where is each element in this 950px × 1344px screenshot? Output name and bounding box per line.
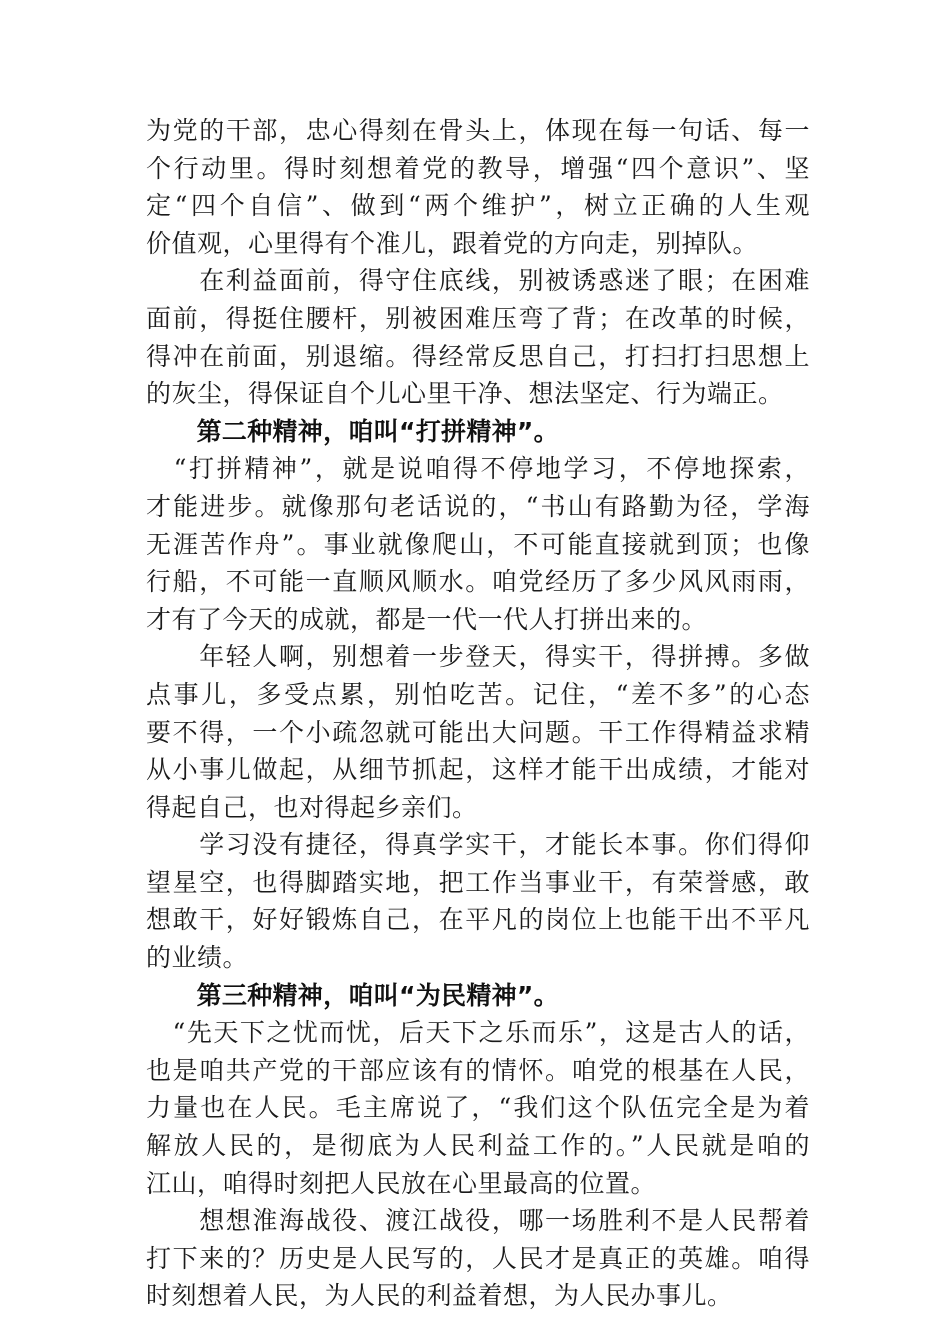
document-body [146,112,810,1315]
text-line: 时刻想着人民，为人民的利益着想，为人民办事儿。 [146,1281,733,1311]
text-line: 也是咱共产党的干部应该有的情怀。咱党的根基在人民， [146,1055,810,1085]
text-line: 要不得，一个小疏忽就可能出大问题。干工作得精益求精 [146,717,810,747]
text-line: 得冲在前面，别退缩。得经常反思自己，打扫打扫思想上 [146,341,810,371]
text-line: 个行动里。得时刻想着党的教导，增强“四个意识”、坚 [146,153,810,183]
text-line: 才能进步。就像那句老话说的，“书山有路勤为径，学海 [146,491,810,521]
text-line: 想敢干，好好锻炼自己，在平凡的岗位上也能干出不平凡 [146,905,810,935]
text-line: 的灰尘，得保证自个儿心里干净、想法坚定、行为端正。 [146,379,784,409]
text-line: 从小事儿做起，从细节抓起，这样才能干出成绩，才能对 [146,755,810,785]
text-line: 想想淮海战役、渡江战役，哪一场胜利不是人民帮着 [146,1206,810,1236]
text-line: 江山，咱得时刻把人民放在心里最高的位置。 [146,1168,657,1198]
text-line: 行船，不可能一直顺风顺水。咱党经历了多少风风雨雨， [146,567,810,597]
text-line: 学习没有捷径，得真学实干，才能长本事。你们得仰 [146,830,810,860]
text-line: 定“四个自信”、做到“两个维护”，树立正确的人生观 [146,191,810,221]
text-line: 在利益面前，得守住底线，别被诱惑迷了眼；在困难 [146,266,810,296]
section-heading: 第二种精神，咱叫“打拼精神”。 [146,416,559,446]
text-line: 得起自己，也对得起乡亲们。 [146,792,478,822]
text-line: 望星空，也得脚踏实地，把工作当事业干，有荣誉感，敢 [146,867,810,897]
text-line: 点事儿，多受点累，别怕吃苦。记住，“差不多”的心态 [146,679,810,709]
text-line: 才有了今天的成就，都是一代一代人打拼出来的。 [146,604,708,634]
text-line: 打下来的？历史是人民写的，人民才是真正的英雄。咱得 [146,1243,810,1273]
text-line: 为党的干部，忠心得刻在骨头上，体现在每一句话、每一 [146,116,810,145]
text-line: 年轻人啊，别想着一步登天，得实干，得拼搏。多做 [146,642,810,672]
text-line: 价值观，心里得有个准儿，跟着党的方向走，别掉队。 [146,228,759,258]
text-line: 无涯苦作舟”。事业就像爬山，不可能直接就到顶；也像 [146,529,810,559]
text-line: 的业绩。 [146,943,249,973]
text-line: 面前，得挺住腰杆，别被困难压弯了背；在改革的时候， [146,303,810,333]
section-heading: 第三种精神，咱叫“为民精神”。 [146,980,559,1010]
text-line: “打拼精神”，就是说咱得不停地学习，不停地探索， [146,454,810,484]
text-line: 力量也在人民。毛主席说了，“我们这个队伍完全是为着 [146,1093,810,1123]
text-line: 解放人民的，是彻底为人民利益工作的。”人民就是咱的 [146,1131,810,1161]
text-line: “先天下之忧而忧，后天下之乐而乐”，这是古人的话， [146,1018,810,1048]
